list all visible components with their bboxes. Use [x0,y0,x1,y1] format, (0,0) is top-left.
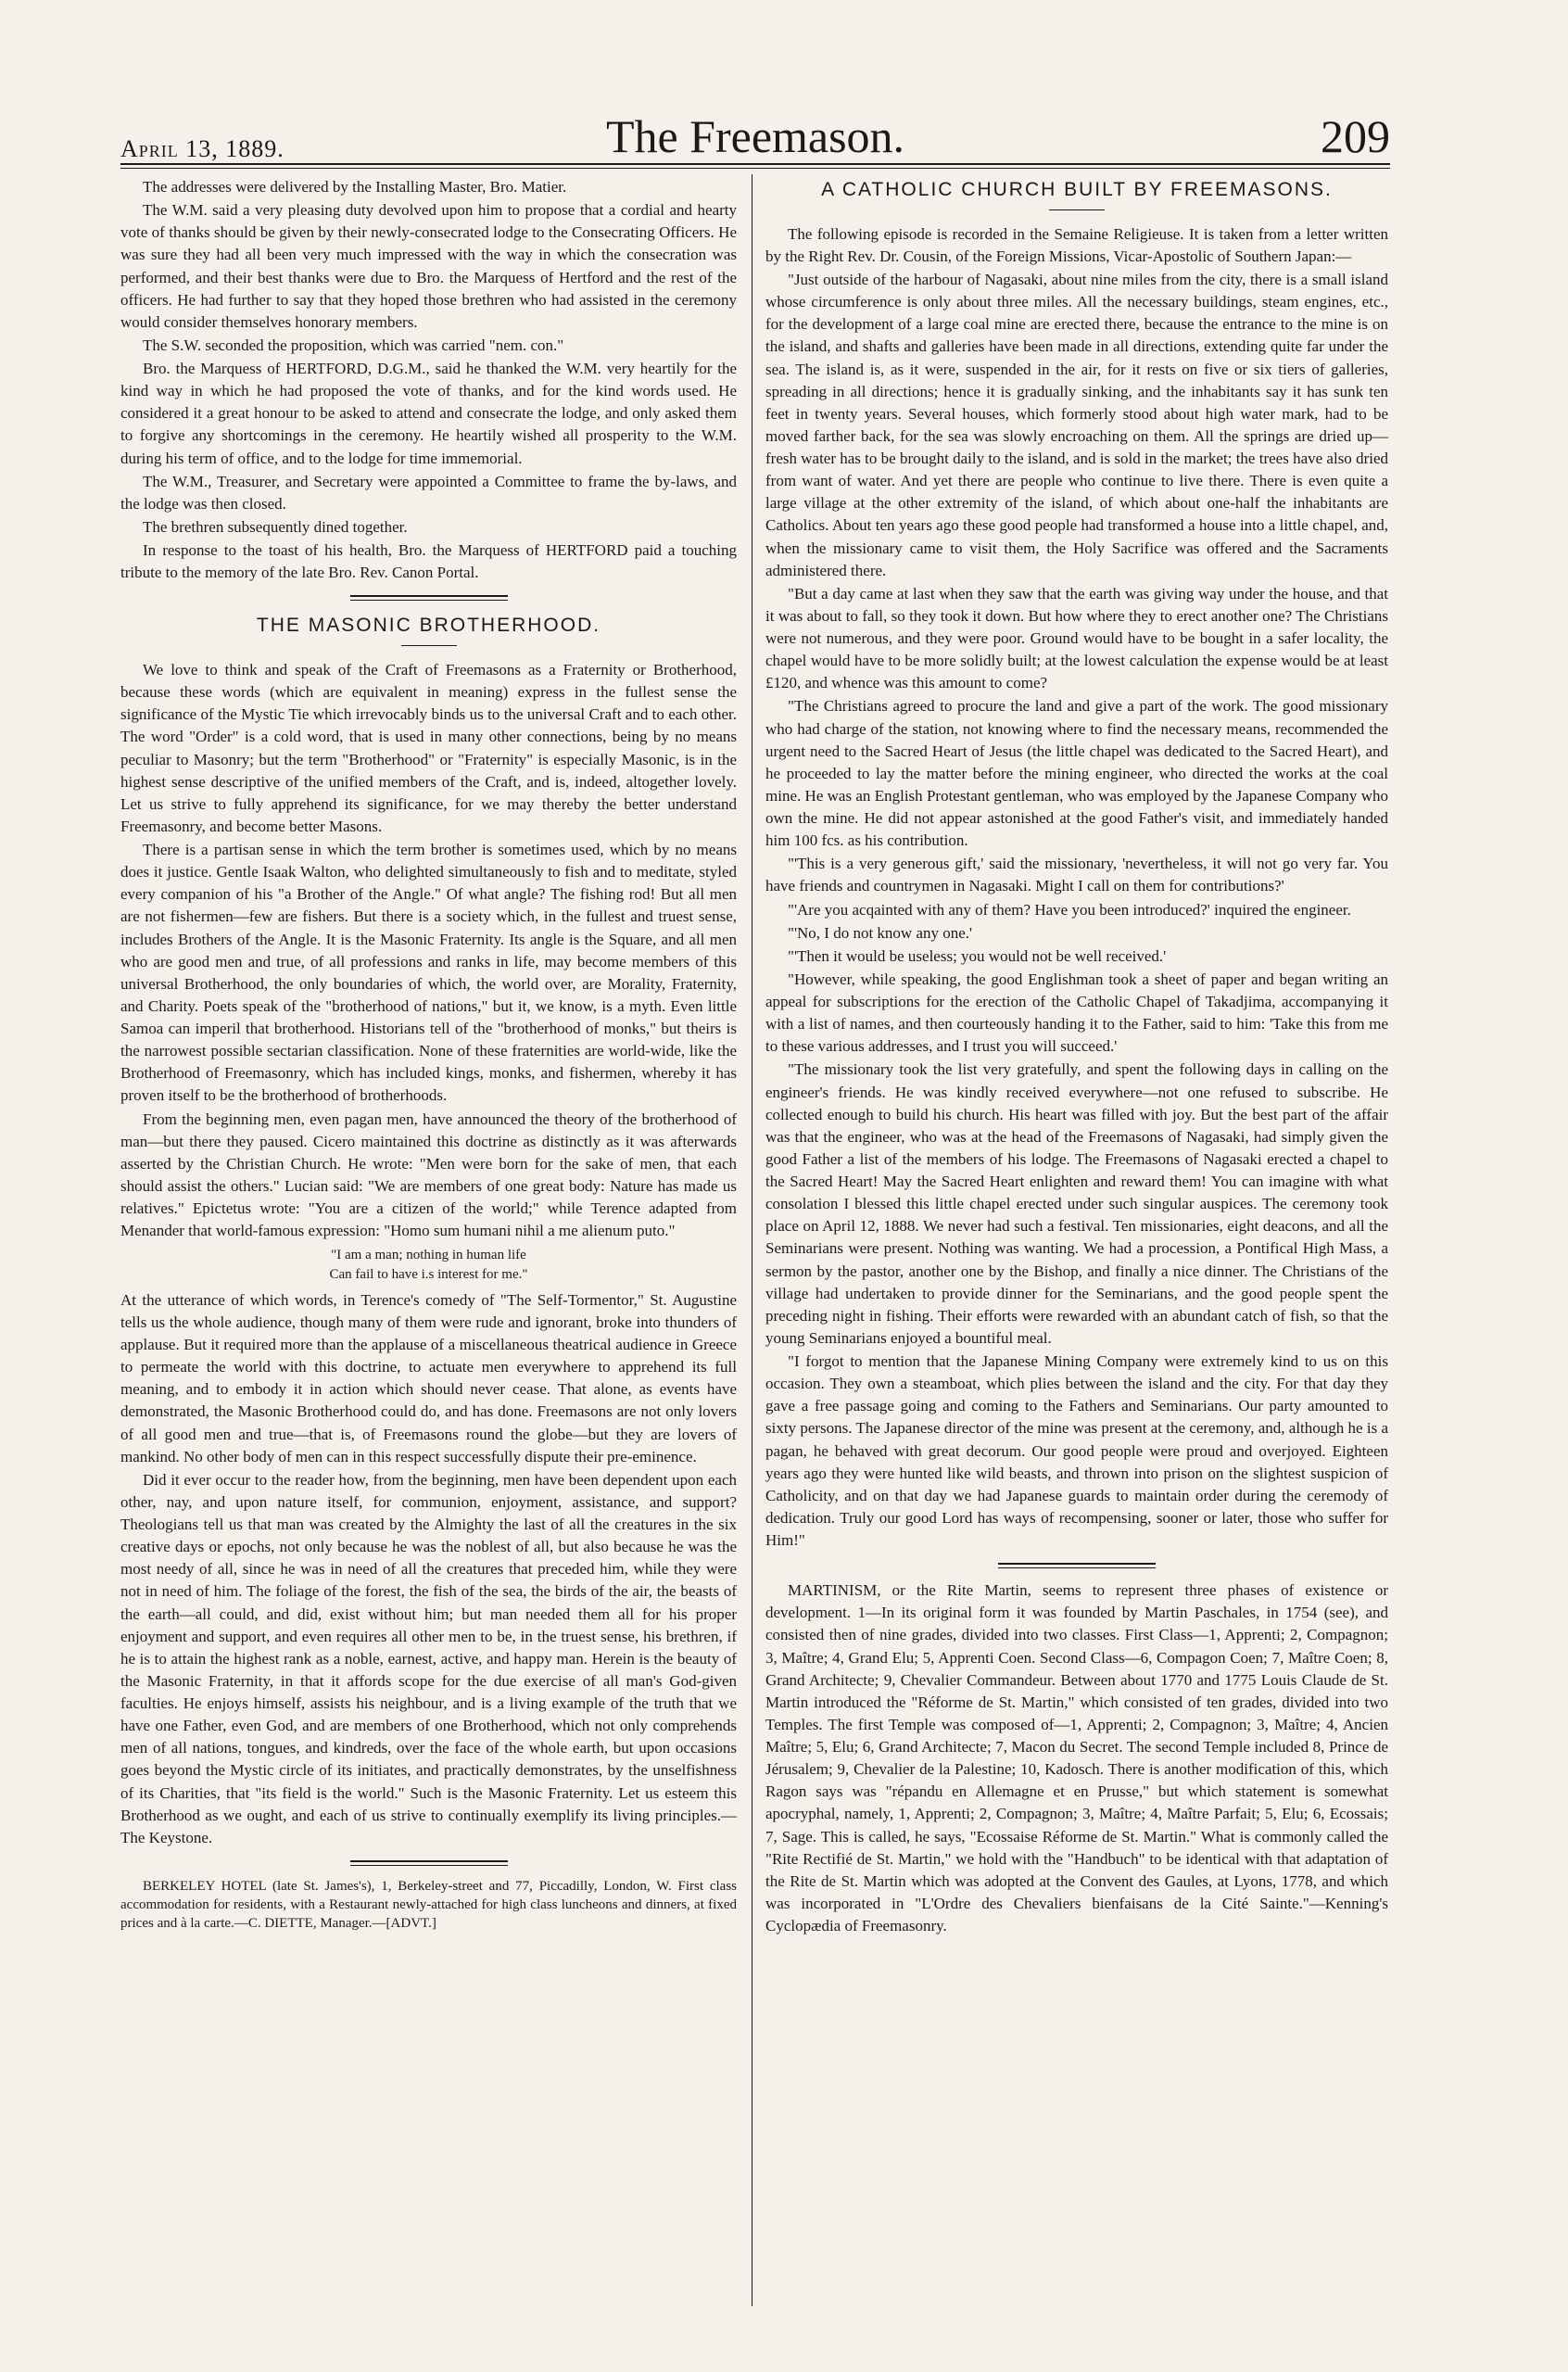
article-heading-catholic-church: A CATHOLIC CHURCH BUILT BY FREEMASONS. [821,179,1333,200]
intro-paragraph: The addresses were delivered by the Installing Master, Bro. Matier. [143,178,567,196]
verse-line: Can fail to have i.s interest for me." [329,1266,528,1282]
article-paragraph: "The Christians agreed to procure the land and give a part of the work. The good missionary who had charge of the station, not knowing where to find the necessary means, recommended the urgent need to the Sacred Heart of Jesus (the little chapel was dedicated to the Sacred Heart), and he proceeded to lay the matter before the mining engineer, who directed the works at the coal mine. He was an English Protestant gentleman, who was employed by the Japanese Company who own the mine. He did not appear astonished at the good Father's visit, and immediately handed him 100 fcs. as his contribution. [765,697,1388,850]
intro-paragraph: Bro. the Marquess of HERTFORD, D.G.M., said he thanked the W.M. very heartily for the kind way in which he had proposed the vote of thanks, and for the kind words used. He considered it a great honour to be asked to attend and consecrate the lodge, and only asked them to forgive any shortcomings in the ceremony. He heartily wished all prosperity to the W.M. during his term of office, and to the lodge for time immemorial. [120,360,737,467]
article-paragraph: "'This is a very generous gift,' said the missionary, 'nevertheless, it will not go very far. You have friends and countrymen in Nagasaki. Might I call on them for contributions?' [765,855,1388,895]
article-heading-brotherhood: THE MASONIC BROTHERHOOD. [256,615,601,637]
right-column [765,176,1388,1938]
article-paragraph: From the beginning men, even pagan men, have announced the theory of the brotherhood of man—but there they paused. Cicero maintained this doctrine as distinctly as it was afterwards asserted by the Christian Church. He wrote: "Men were born for the sake of men, that each should assist the others." Lucian said: "We are members of one great body: Nature has made us relatives." Epictetus wrote: "You are a citizen of the world;" while Terence adapted from Menander that world-famous expression: "Homo sum humani nihil a me alienum puto." [120,1110,737,1240]
newspaper-title: The Freemason. [605,110,905,162]
article-paragraph: "Just outside of the harbour of Nagasaki, about nine miles from the city, there is a small island whose circumference is only about three miles. All the necessary buildings, steam engines, etc., for the development of a large coal mine are erected there, because the entrance to the mine is on the island, and shafts and galleries have been made in all directions, extending quite far under the sea. The island is, as it were, suspended in the air, for it rests on five or six tiers of galleries, spreading in all directions; hence it is gradually sinking, and the inhabitants say it has sunk ten feet in twenty years. Several houses, which formerly stood about high water mark, had to be moved farther back, for the sea was slowly encroaching on them. All the springs are dried up—fresh water has to be brought daily to the island, and is sold in the market; the trees have also dried from want of water. And yet there are people who continue to live there. There is even quite a large village at the other extremity of the island, of which about one-half the inhabitants are Catholics. About ten years ago these good people had transformed a house into a little chapel, and, when the missionary came to visit them, the Holy Sacrifice was offered and the Sacraments administered there. [765,271,1388,579]
intro-paragraph: In response to the toast of his health, Bro. the Marquess of HERTFORD paid a touching tribute to the memory of the late Bro. Rev. Canon Portal. [120,541,737,582]
section-divider [998,1563,1156,1568]
article-paragraph: There is a partisan sense in which the term brother is sometimes used, which by no means does it justice. Gentle Isaak Walton, who delighted simultaneously to fish and to meditate, styled every companion of his "a Brother of the Angle." Of what angle? The fishing rod! But all men are not fishermen—few are fishers. But there is a society which, in the fullest and truest sense, includes Brothers of the Angle. It is the Masonic Fraternity. Its angle is the Square, and all men who are good men and true, of all professions and ranks in life, may become members of this universal Brotherhood, the only boundaries of which, the world over, are Morality, Fraternity, and Charity. Poets speak of the "brotherhood of nations," but it, we know, is a myth. Even little Samoa can imperil that brotherhood. Historians tell of the "brotherhood of monks," but theirs is the narrowest possible sectarian classification. None of these fraternities are world-wide, like the Brotherhood of Freemasonry, which has included kings, monks, and fishermen, whereby it has proven itself to be the brotherhood of brotherhoods. [120,841,737,1105]
section-divider [350,595,508,601]
article-paragraph: We love to think and speak of the Craft of Freemasons as a Fraternity or Brotherhood, because these words (which are equivalent in meaning) express in the fullest sense the significance of the Mystic Tie which irrevocably binds us to the universal Craft and to each other. The word "Order" is a cold word, that is used in many other connections, being by no means peculiar to Masonry; but the term "Brotherhood" or "Fraternity" is especially Masonic, is in the highest sense descriptive of the unified members of the Craft, and is, indeed, altogether lovely. Let us strive to fully apprehend its significance, for we may thereby the better understand Freemasonry, and become better Masons. [120,661,737,835]
article-paragraph: "'No, I do not know any one.' [788,923,973,942]
masthead-rule-thin [120,168,1390,169]
article-paragraph: "However, while speaking, the good Englishman took a sheet of paper and began writing an appeal for subscriptions for the erection of the Catholic Chapel of Takadjima, accompanying it with a list of names, and then courteously handing it to the Father, said to him: 'Take this from me to these various addresses, and I trust you will succeed.' [765,970,1388,1056]
left-column [120,176,737,1934]
advertisement: BERKELEY HOTEL (late St. James's), 1, Berkeley-street and 77, Piccadilly, London, W. First class accommodation for residents, with a Restaurant newly-attached for high class luncheons and dinners, at fixed prices and à la carte.—C. DIETTE, Manager.—[ADVT.] [120,1878,737,1932]
article-paragraph: "'Are you acqainted with any of them? Have you been introduced?' inquired the engineer. [788,900,1351,919]
heading-rule [1049,209,1105,210]
martinism-paragraph: MARTINISM, or the Rite Martin, seems to represent three phases of existence or development. 1—In its original form it was founded by Martin Paschales, in 1754 (see), and consisted then of nine grades, divided into two classes. First Class—1, Apprenti; 2, Compagnon; 3, Maître; 4, Grand Elu; 5, Apprenti Coen. Second Class—6, Compagon Coen; 7, Maître Coen; 8, Grand Architecte; 9, Chevalier Commandeur. Between about 1770 and 1775 Louis Claude de St. Martin introduced the "Réforme de St. Martin," which consisted of ten grades, divided into two Temples. The first Temple was composed of—1, Apprenti; 2, Compagnon; 3, Maître; 4, Ancien Maître; 5, Elu; 6, Grand Architecte; 7, Macon du Secret. The second Temple included 8, Prince de Jérusalem; 9, Chevalier de la Palestine; 10, Kadosch. There is another modification of this, which Ragon says was "répandu en Allemagne et en Prusse," but which statement is somewhat apocryphal, namely, 1, Apprenti; 2, Compagnon; 3, Maître; 4, Maître Parfait; 5, Elu; 6, Ecossais; 7, Sage. This is called, he says, "Ecossaise Réforme de St. Martin." What is commonly called the "Rite Rectifié de St. Martin," we hold with the "Handbuch" to be identical with that adaptation of the Rite de St. Martin which was adopted at the Convent des Gaules, at Lyons, 1778, and which was incorporated in "L'Ordre des Chevaliers bienfaisans de la Cité Sainte."—Kenning's Cyclopædia of Freemasonry. [765,1581,1388,1935]
heading-rule [401,645,457,646]
section-divider [350,1860,508,1866]
article-paragraph: At the utterance of which words, in Terence's comedy of "The Self-Tormentor," St. Augustine tells us the whole audience, though many of them were rude and ignorant, broke into thunders of applause. But it required more than the applause of a miscellaneous theatrical audience in Greece to permeate the world with this doctrine, to actuate men everywhere to apprehend its full meaning, and to embody it in action which should never cease. That alone, as events have demonstrated, the Masonic Brotherhood could do, and has done. Freemasons are not only lovers of all good men and true—that is, of Freemasons round the globe—but they are lovers of mankind. No other body of men can in this respect successfully dispute their pre-eminence. [120,1290,737,1465]
intro-paragraph: The W.M. said a very pleasing duty devolved upon him to propose that a cordial and hearty vote of thanks should be given by their newly-consecrated lodge to the Consecrating Officers. He was sure they had all been very much impressed with the way in which the consecration was performed, and their best thanks were due to Bro. the Marquess of Hertford and the rest of the officers. He had further to say that they hoped those brethren who had assisted in the ceremony would consider themselves honorary members. [120,201,737,331]
article-paragraph: The following episode is recorded in the Semaine Religieuse. It is taken from a letter written by the Right Rev. Dr. Cousin, of the Foreign Missions, Vicar-Apostolic of Southern Japan:— [765,224,1388,265]
intro-paragraph: The brethren subsequently dined together. [143,517,408,536]
masthead-rule [120,163,1390,165]
article-paragraph: "'Then it would be useless; you would not be well received.' [788,946,1167,965]
page-number: 209 [1321,110,1390,162]
masthead [120,109,1390,165]
intro-paragraph: The W.M., Treasurer, and Secretary were appointed a Committee to frame the by-laws, and the lodge was then closed. [120,472,737,513]
issue-date: April 13, 1889. [120,135,285,162]
intro-paragraph: The S.W. seconded the proposition, which was carried "nem. con." [143,336,564,354]
article-paragraph: "But a day came at last when they saw that the earth was giving way under the house, and that it was about to fall, so they took it down. But how where they to erect another one? The Christians were not numerous, and they were poor. Ground would have to be bought in a safer locality, the chapel would have to be more solidly built; at the lowest calculation the expense would be at least £120, and whence was this amount to come? [765,584,1388,692]
article-paragraph: "The missionary took the list very gratefully, and spent the following days in calling on the engineer's friends. He was kindly received everywhere—not one refused to subscribe. He collected enough to build his church. His heart was filled with joy. But the best part of the affair was that the engineer, who was at the head of the Freemasons of Nagasaki, had simply given the good Father a list of the members of his lodge. The Freemasons of Nagasaki erected a chapel to the Sacred Heart! May the Sacred Heart enlighten and reward them! You can imagine with what consolation I blessed this little chapel erected under such singular auspices. The ceremony took place on April 12, 1888. We never had such a festival. Ten missionaries, eight deacons, and all the Seminarians were present. Nothing was wanting. We had a procession, a Pontifical High Mass, a sermon by the pastor, another one by the Bishop, and finally a nice dinner. The Christians of the village had undertaken to provide dinner for the Seminarians, and the good people spent the preceding night in fishing. Their efforts were rewarded with an abundant catch of fish, so that the young Seminarians enjoyed a bountiful meal. [765,1060,1388,1347]
article-paragraph: "I forgot to mention that the Japanese Mining Company were extremely kind to us on this occasion. They own a steamboat, which plies between the island and the city. For that day they gave a free passage going and coming to the Fathers and Seminarians. Our party amounted to sixty persons. The Japanese director of the mine was present at the ceremony, and, although he is a pagan, he behaved with great decorum. Our good people were proud and overjoyed. Eighteen years ago they were hunted like wild beasts, and thrown into prison on the slightest suspicion of Catholicity, and on that day we had Japanese guards to maintain order during the ceremody of dedication. Truly our good Lord has ways of recompensing, sooner or later, those who suffer for Him!" [765,1352,1388,1550]
verse-line: "I am a man; nothing in human life [331,1248,526,1263]
article-paragraph: Did it ever occur to the reader how, from the beginning, men have been dependent upon each other, nay, and upon nature itself, for communion, enjoyment, assistance, and support? Theologians tell us that man was created by the Almighty the last of all the creatures in the six creative days or epochs, not only because he was the noblest of all, but also because he was the most needy of all, since he was in need of all the creatures that preceded him, while they were not in need of him. The foliage of the forest, the fish of the sea, the birds of the air, the beasts of the earth—all could, and did, exist without him; but man needed them all for his proper enjoyment and support, and even requires all other men to be, in the truest sense, his brethren, if he is to attain the highest rank as a noble, earnest, active, and happy man. Herein is the beauty of the Masonic Fraternity, in that it affords scope for the due exercise of all man's God-given faculties. He enjoys himself, assists his neighbour, and is a living example of the truth that we have one Father, even God, and are members of one Brotherhood, which not only comprehends men of all nations, tongues, and kindreds, over the face of the whole earth, but upon occasions goes beyond the Mystic circle of its initiates, and practically demonstrates, by the unselfishness of its Charities, that "its field is the world." Such is the Masonic Fraternity. Let us esteem this Brotherhood as we ought, and each of us strive to continually exemplify its living principles.—The Keystone. [120,1470,737,1846]
verse-quote [120,1246,737,1284]
